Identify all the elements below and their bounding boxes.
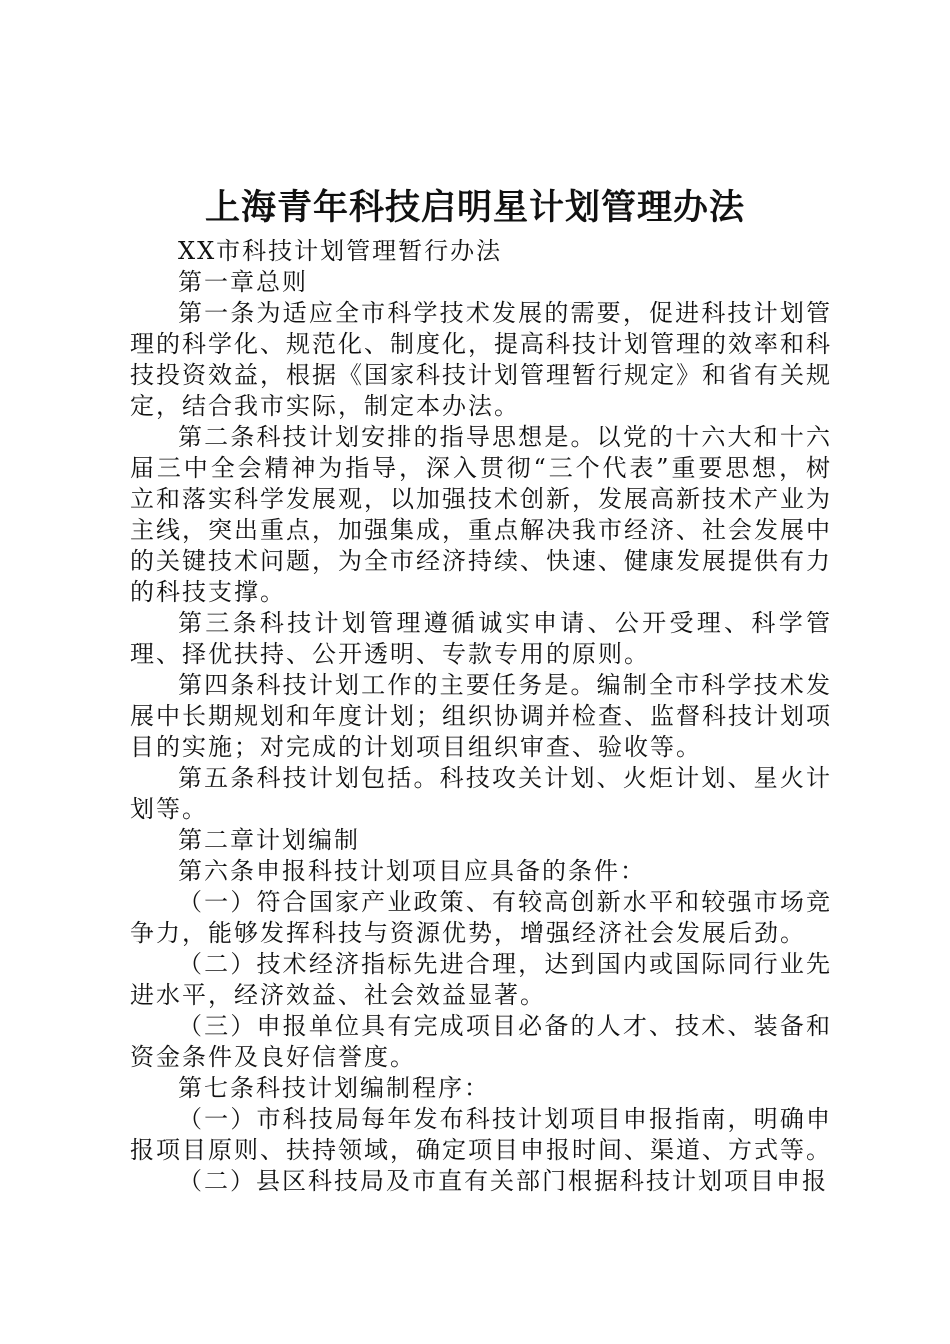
list-item-paragraph: （三）申报单位具有完成项目必备的人才、技术、装备和资金条件及良好信誉度。 [130,1012,832,1071]
chapter-heading: 第一章总则 [178,268,308,296]
article-paragraph: 第四条科技计划工作的主要任务是。编制全市科学技术发展中长期规划和年度计划；组织协调并检查、监督科技计划项目的实施；对完成的计划项目组织审查、验收等。 [130,671,832,761]
article-paragraph: 第三条科技计划管理遵循诚实申请、公开受理、科学管理、择优扶持、公开透明、专款专用的原则。 [130,609,832,668]
document-body [130,236,832,1197]
list-item-paragraph: （二）技术经济指标先进合理，达到国内或国际同行业先进水平，经济效益、社会效益显著。 [130,950,832,1009]
chapter-heading: 第二章计划编制 [178,826,360,854]
article-paragraph: 第五条科技计划包括。科技攻关计划、火炬计划、星火计划等。 [130,764,832,823]
list-item-paragraph: （一）符合国家产业政策、有较高创新水平和较强市场竞争力，能够发挥科技与资源优势，增强经济社会发展后劲。 [130,888,832,947]
article-paragraph: 第七条科技计划编制程序： [178,1074,490,1102]
article-paragraph: 第二条科技计划安排的指导思想是。以党的十六大和十六届三中全会精神为指导，深入贯彻“三个代表”重要思想，树立和落实科学发展观，以加强技术创新，发展高新技术产业为主线，突出重点，加强集成，重点解决我市经济、社会发展中的关键技术问题，为全市经济持续、快速、健康发展提供有力的科技支撑。 [130,423,832,606]
paragraph-subtitle: XX市科技计划管理暂行办法 [178,237,503,265]
article-paragraph: 第一条为适应全市科学技术发展的需要，促进科技计划管理的科学化、规范化、制度化，提高科技计划管理的效率和科技投资效益，根据《国家科技计划管理暂行规定》和省有关规定，结合我市实际，制定本办法。 [130,299,832,420]
list-item-paragraph: （一）市科技局每年发布科技计划项目申报指南，明确申报项目原则、扶持领域，确定项目申报时间、渠道、方式等。 [130,1105,832,1164]
article-paragraph: 第六条申报科技计划项目应具备的条件： [178,857,646,885]
list-item-paragraph: （二）县区科技局及市直有关部门根据科技计划项目申报 [178,1167,828,1195]
document-title: 上海青年科技启明星计划管理办法 [204,188,745,228]
